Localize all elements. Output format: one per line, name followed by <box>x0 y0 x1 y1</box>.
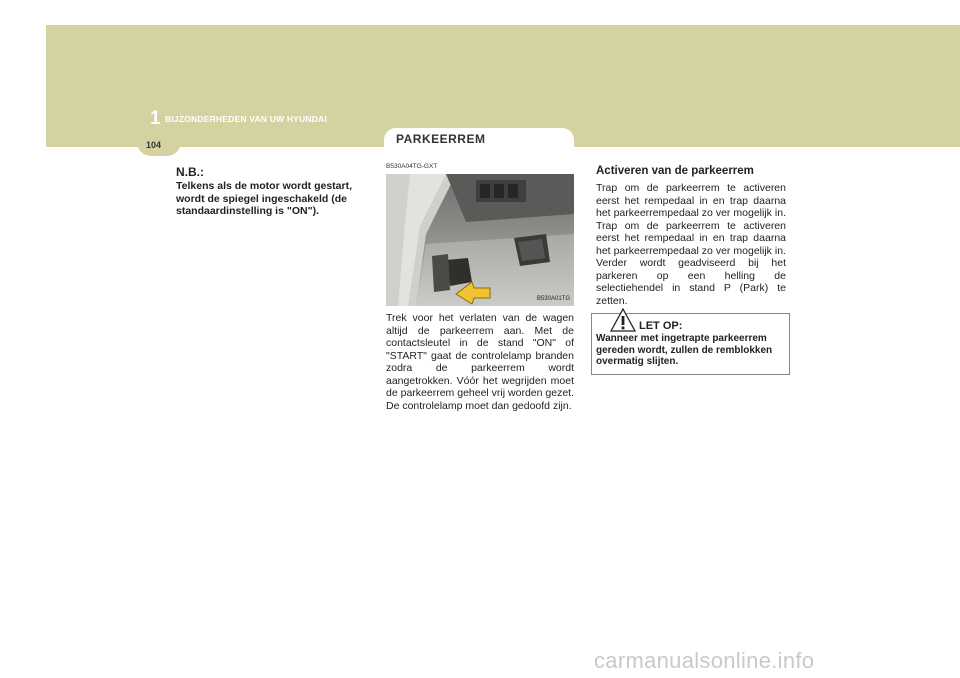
nb-title: N.B.: <box>176 165 204 179</box>
photo-code: B530A01TG <box>536 296 570 302</box>
warning-text: Wanneer met ingetrapte parkeerrem gereden wordt, zullen de remblokken overmatig slijten. <box>596 333 773 367</box>
activation-text: Trap om de parkeerrem te activeren eerst het rempedaal in en trap daarna het parkeerrempedaal zo ver mogelijk in. Trap om de parkeerrem te activeren eerst het rempedaal in en trap daarna het parkeerrempedaal zo ver mogelijk in. Verder wordt geadviseerd bij het parkeren op een helling de selectiehendel in stand P (Park) te zetten. <box>596 182 786 307</box>
watermark: carmanualsonline.info <box>594 648 815 673</box>
warning-title: LET OP: <box>639 320 683 332</box>
nb-text: Telkens als de motor wordt gestart, wordt de spiegel ingeschakeld (de standaardinstelling is "ON"). <box>176 180 353 217</box>
parking-brake-photo <box>386 174 574 306</box>
page-number: 104 <box>146 140 162 150</box>
chapter-number: 1 <box>150 108 161 129</box>
warning-box <box>591 313 790 375</box>
chapter-title: BIJZONDERHEDEN VAN UW HYUNDAI <box>165 114 327 124</box>
footwell-illustration <box>386 174 574 306</box>
image-reference-code: B530A04TG-GXT <box>386 163 438 170</box>
warning-triangle-icon <box>610 308 636 332</box>
section-title: PARKEERREM <box>396 132 486 146</box>
parking-brake-text: Trek voor het verlaten van de wagen altijd de parkeerrem aan. Met de contactsleutel in de stand "ON" of "START" gaat de controlelamp branden zodra de parkeerrem wordt aangetrokken. Vóór het wegrijden moet de parkeerrem geheel vrij worden gezet. De controlelamp moet dan gedoofd zijn. <box>386 312 574 412</box>
activation-heading: Activeren van de parkeerrem <box>596 165 754 177</box>
